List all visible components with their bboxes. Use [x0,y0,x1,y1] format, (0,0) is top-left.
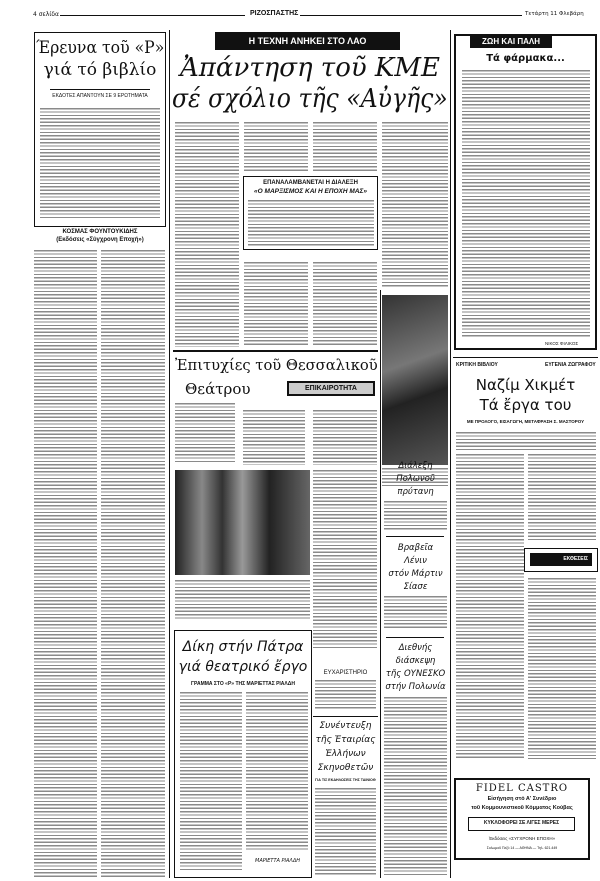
theatre-text-col [243,410,305,465]
brief-headline: διάσκεψη [395,656,436,666]
brief-headline: στήν Πολωνία [385,682,446,692]
ad-title: FIDEL CASTRO [475,783,569,794]
life-author: ΝΙΚΟΣ ΦΙΛΙΚΟΣ [545,341,579,346]
divider [313,716,378,717]
life-kicker: ΖΩΗ ΚΑΙ ΠΑΛΗ [470,36,552,48]
divider [50,89,150,90]
lead-text-col [244,122,308,172]
theatre-photo-caption [175,580,310,620]
review-title: Τά ἔργα του [479,396,572,414]
lecture-title: «Ο ΜΑΡΞΙΣΜΟΣ ΚΑΙ Η ΕΠΟΧΗ ΜΑΣ» [254,188,367,195]
column-rule [169,30,170,878]
survey-subtitle: ΕΚΔΟΤΕΣ ΑΠΑΝΤΟΥΝ ΣΕ 9 ΕΡΩΤΗΜΑΤΑ [52,93,148,99]
lead-text-col [175,122,239,347]
page-number: 4 σελίδα [33,11,59,18]
review-body [456,432,596,450]
survey-body [40,108,160,220]
brief-headline: Πολωνοῦ [396,474,435,484]
topical-tag: ΕΠΙΚΑΙΡΟΤΗΤΑ [287,381,375,396]
review-text-col [456,454,524,759]
divider [386,536,444,537]
lead-text-col [382,122,448,287]
brief-headline: πρύτανη [397,487,434,497]
trial-text-col [246,692,308,852]
interview-body [315,788,376,876]
trial-text-col [180,692,242,870]
interview-headline: τῆς Ἑταιρίας [315,735,376,745]
review-title: Ναζίμ Χικμέτ [475,376,576,394]
trial-headline: γιά θεατρικό ἔργο [178,659,308,675]
publisher-subtitle: (Εκδόσεις «Σύγχρονη Εποχή») [56,237,144,243]
theatre-text-col [313,470,377,650]
theatre-headline: Θεάτρου [185,380,251,398]
brief-headline: Διάλεξη [398,461,433,471]
survey-title: Έρευνα τοῦ «Ρ» [36,38,165,58]
brief-headline: τῆς ΟΥΝΕΣΚΟ [385,669,446,679]
publisher-name: ΚΟΣΜΑΣ ΦΟΥΝΤΟΥΚΙΔΗΣ [62,229,138,235]
lead-text-col [244,262,308,346]
ad-publisher: Ἐκδόσεις «ΣΥΓΧΡΟΝΗ ΕΠΟΧΗ» [488,836,556,841]
issue-date: Τετάρτη 11 Φλεβάρη [525,11,584,17]
interview-headline: Συνέντευξη [319,721,372,731]
brief-headline: Διεθνής [398,643,433,653]
brief-headline: Σίασε [403,582,428,592]
survey-text-col [101,250,165,878]
theatre-text-col [175,403,235,463]
ad-line: Εἰσήγηση στό Α' Συνέδριο [487,796,557,802]
exhibitions-body [528,578,596,759]
lead-text-col [313,262,377,346]
divider [453,357,598,358]
review-text-col [528,454,596,540]
lecture-body [248,200,374,246]
divider [386,637,444,638]
interview-subtitle: ΓΙΑ ΤΙΣ ΕΚΔΗΛΩΣΕΙΣ ΤΗΣ ΤΑΙΝΙΟΘ [315,777,376,782]
newspaper-name: ΡΙΖΟΣΠΑΣΤΗΣ [250,10,299,17]
life-body [462,70,590,338]
brief-body [384,697,447,877]
theatre-photo [175,470,310,575]
ad-address: Σολωμοῦ Πεζό 14 — ΑΘΗΝΑ — Τηλ. 621.449 [486,846,558,850]
trial-subtitle: ΓΡΑΜΜΑ ΣΤΟ «Ρ» ΤΗΣ ΜΑΡΙΕΤΤΑΣ ΡΙΑΛΔΗ [191,681,295,687]
life-title: Τά φάρμακα... [486,53,565,64]
interview-headline: Ἑλλήνων [325,749,366,759]
lead-headline: Ἀπάντηση τοῦ ΚΜΕ [180,53,440,83]
portrait-photo [382,295,448,465]
masthead-rule [300,15,522,16]
brief-headline: Βραβεῖα [397,543,434,553]
review-subtitle: ΜΕ ΠΡΟΛΟΓΟ, ΕΙΣΑΓΩΓΗ, ΜΕΤΑΦΡΑΣΗ Σ. ΜΑΣΤΟΡΟΥ [466,419,585,424]
column-rule [450,30,451,878]
thanks-body [315,680,376,710]
divider [173,350,378,352]
masthead-rule [60,15,245,16]
lead-text-col [313,122,377,172]
theatre-headline: Ἐπιτυχίες τοῦ Θεσσαλικοῦ [175,356,378,374]
column-rule [380,290,381,878]
trial-signature: ΜΑΡΙΕΤΤΑ ΡΙΑΛΔΗ [255,858,301,864]
exhibitions-title: ΕΚΘΕΣΕΙΣ [530,553,592,566]
survey-title: γιά τό βιβλίο [43,60,157,80]
theatre-text-col [313,410,377,465]
brief-headline: στόν Μάρτιν [388,569,443,579]
brief-body [384,596,447,628]
thanks-title: ΕΥΧΑΡΙΣΤΗΡΙΟ [323,670,368,676]
ad-banner: ΚΥΚΛΟΦΟΡΕΙ ΣΕ ΛΙΓΕΣ ΜΕΡΕΣ [468,817,575,831]
review-author: ΕΥΓΕΝΙΑ ΖΩΓΡΑΦΟΥ [545,362,596,368]
trial-headline: Δίκη στήν Πάτρα [182,639,304,655]
lecture-title: ΕΠΑΝΑΛΑΜΒΑΝΕΤΑΙ Η ΔΙΑΛΕΞΗ [263,180,358,186]
brief-body [384,501,447,531]
ad-line: τοῦ Κομμουνιστικοῦ Κόμματος Κούβας [471,805,573,811]
brief-headline: Λένιν [404,556,427,566]
lead-headline: σέ σχόλιο τῆς «Αὐγῆς» [172,84,448,114]
survey-text-col [34,250,97,878]
interview-headline: Σκηνοθετῶν [317,763,374,773]
review-section: ΚΡΙΤΙΚΗ ΒΙΒΛΙΟΥ [456,362,498,368]
section-kicker: Η ΤΕΧΝΗ ΑΝΗΚΕΙ ΣΤΟ ΛΑΟ [215,32,400,50]
